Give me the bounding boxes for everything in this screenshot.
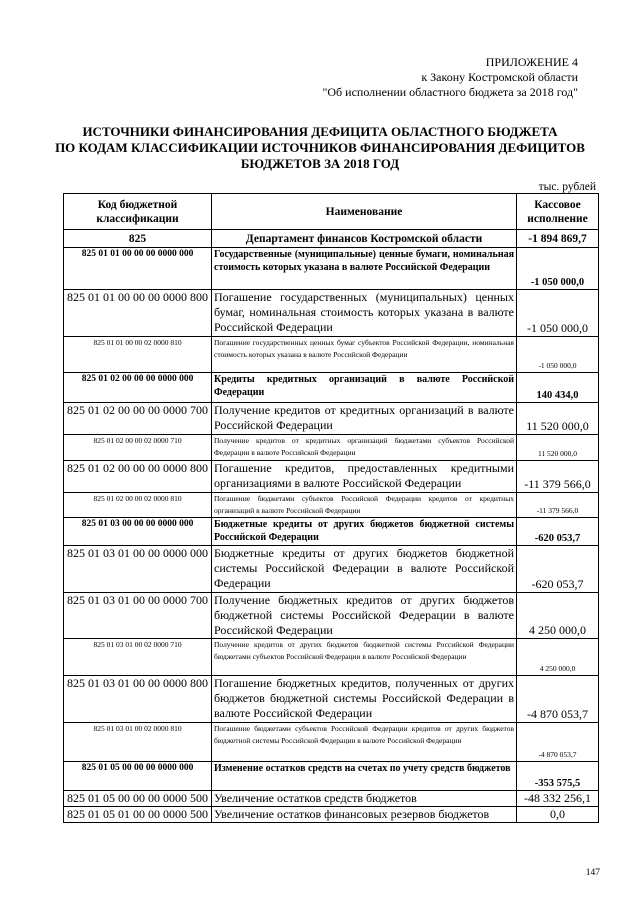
row-code: 825 01 05 01 00 00 0000 500 xyxy=(64,807,212,823)
page-number: 147 xyxy=(585,868,600,878)
department-row xyxy=(64,230,599,248)
row-amount: -11 379 566,0 xyxy=(517,461,599,493)
row-amount: 11 520 000,0 xyxy=(517,435,599,461)
row-name: Бюджетные кредиты от других бюджетов бюджетной системы Российской Федерации xyxy=(212,518,517,546)
appendix-law-ref: к Закону Костромской области xyxy=(421,70,578,84)
document-title-line-1: ИСТОЧНИКИ ФИНАНСИРОВАНИЯ ДЕФИЦИТА ОБЛАСТНОГО БЮДЖЕТА xyxy=(82,124,558,139)
row-code: 825 01 03 01 00 02 0000 810 xyxy=(64,723,212,762)
row-amount: 0,0 xyxy=(517,807,599,823)
table-row xyxy=(64,403,599,435)
row-code: 825 01 05 00 00 00 0000 500 xyxy=(64,791,212,807)
row-name: Погашение государственных ценных бумаг субъектов Российской Федерации, номинальная стоимость которых указана в валюте Российской Федерации xyxy=(212,337,517,373)
row-code: 825 01 02 00 00 00 0000 700 xyxy=(64,403,212,435)
table-row xyxy=(64,546,599,593)
table-row xyxy=(64,461,599,493)
table-row xyxy=(64,723,599,762)
row-code: 825 01 03 01 00 02 0000 710 xyxy=(64,639,212,676)
table-row xyxy=(64,676,599,723)
row-name: Получение кредитов от других бюджетов бюджетной системы Российской Федерации бюджетами субъектов Российской Федерации в валюте Российской Федерации xyxy=(212,639,517,676)
row-code: 825 01 03 01 00 00 0000 000 xyxy=(64,546,212,593)
row-code: 825 01 02 00 00 00 0000 000 xyxy=(64,373,212,403)
header-amount: Кассовое исполнение xyxy=(517,194,599,230)
table-row xyxy=(64,337,599,373)
table-row xyxy=(64,807,599,823)
appendix-number: ПРИЛОЖЕНИЕ 4 xyxy=(485,55,578,69)
row-amount: -11 379 566,0 xyxy=(517,493,599,518)
row-code: 825 01 05 00 00 00 0000 000 xyxy=(64,762,212,791)
row-amount: -1 050 000,0 xyxy=(517,290,599,337)
table-row xyxy=(64,791,599,807)
row-name: Увеличение остатков финансовых резервов бюджетов xyxy=(212,807,517,823)
row-amount: 11 520 000,0 xyxy=(517,403,599,435)
header-name: Наименование xyxy=(212,194,517,230)
appendix-law-title: "Об исполнении областного бюджета за 2018 год" xyxy=(322,85,578,99)
row-name: Изменение остатков средств на счетах по учету средств бюджетов xyxy=(212,762,517,791)
row-amount: 140 434,0 xyxy=(517,373,599,403)
table-row xyxy=(64,290,599,337)
header-code: Код бюджетной классификации xyxy=(64,194,212,230)
row-name: Бюджетные кредиты от других бюджетов бюджетной системы Российской Федерации в валюте Российской Федерации xyxy=(212,546,517,593)
row-code: 825 01 02 00 00 02 0000 710 xyxy=(64,435,212,461)
dept-name: Департамент финансов Костромской области xyxy=(212,230,517,248)
row-amount: -4 870 053,7 xyxy=(517,676,599,723)
financing-sources-table xyxy=(63,193,599,823)
row-name: Получение бюджетных кредитов от других бюджетов бюджетной системы Российской Федерации в валюте Российской Федерации xyxy=(212,593,517,639)
row-amount: -620 053,7 xyxy=(517,518,599,546)
row-code: 825 01 01 00 00 00 0000 800 xyxy=(64,290,212,337)
row-code: 825 01 02 00 00 02 0000 810 xyxy=(64,493,212,518)
dept-amount: -1 894 869,7 xyxy=(517,230,599,248)
row-code: 825 01 03 01 00 00 0000 800 xyxy=(64,676,212,723)
row-amount: 4 250 000,0 xyxy=(517,639,599,676)
table-row xyxy=(64,248,599,290)
row-name: Погашение бюджетами субъектов Российской Федерации кредитов от других бюджетов бюджетной системы Российской Федерации в валюте Российской Федерации xyxy=(212,723,517,762)
row-amount: -1 050 000,0 xyxy=(517,248,599,290)
appendix-header xyxy=(322,55,578,100)
table-row xyxy=(64,373,599,403)
document-title-line-2: ПО КОДАМ КЛАССИФИКАЦИИ ИСТОЧНИКОВ ФИНАНСИРОВАНИЯ ДЕФИЦИТОВ xyxy=(55,140,585,155)
unit-label: тыс. рублей xyxy=(538,181,596,193)
row-name: Погашение бюджетами субъектов Российской Федерации кредитов от кредитных организаций в валюте Российской Федерации xyxy=(212,493,517,518)
row-name: Погашение кредитов, предоставленных кредитными организациями в валюте Российской Федерации xyxy=(212,461,517,493)
table-row xyxy=(64,493,599,518)
row-code: 825 01 01 00 00 02 0000 810 xyxy=(64,337,212,373)
table-body xyxy=(64,230,599,823)
table-row xyxy=(64,593,599,639)
row-amount: -620 053,7 xyxy=(517,546,599,593)
row-code: 825 01 01 00 00 00 0000 000 xyxy=(64,248,212,290)
row-code: 825 01 03 00 00 00 0000 000 xyxy=(64,518,212,546)
row-name: Погашение государственных (муниципальных) ценных бумаг, номинальная стоимость которых указана в валюте Российской Федерации xyxy=(212,290,517,337)
dept-code: 825 xyxy=(64,230,212,248)
table-header-row xyxy=(64,194,599,230)
row-name: Увеличение остатков средств бюджетов xyxy=(212,791,517,807)
row-name: Кредиты кредитных организаций в валюте Российской Федерации xyxy=(212,373,517,403)
row-amount: -4 870 053,7 xyxy=(517,723,599,762)
row-amount: 4 250 000,0 xyxy=(517,593,599,639)
row-amount: -1 050 000,0 xyxy=(517,337,599,373)
row-code: 825 01 03 01 00 00 0000 700 xyxy=(64,593,212,639)
row-amount: -353 575,5 xyxy=(517,762,599,791)
row-name: Получение кредитов от кредитных организаций бюджетами субъектов Российской Федерации в валюте Российской Федерации xyxy=(212,435,517,461)
document-title-line-3: БЮДЖЕТОВ ЗА 2018 ГОД xyxy=(240,156,400,171)
table-row xyxy=(64,518,599,546)
row-code: 825 01 02 00 00 00 0000 800 xyxy=(64,461,212,493)
table-row xyxy=(64,639,599,676)
row-amount: -48 332 256,1 xyxy=(517,791,599,807)
table-row xyxy=(64,435,599,461)
row-name: Погашение бюджетных кредитов, полученных от других бюджетов бюджетной системы Российской Федерации в валюте Российской Федерации xyxy=(212,676,517,723)
table-row xyxy=(64,762,599,791)
row-name: Получение кредитов от кредитных организаций в валюте Российской Федерации xyxy=(212,403,517,435)
row-name: Государственные (муниципальные) ценные бумаги, номинальная стоимость которых указана в валюте Российской Федерации xyxy=(212,248,517,290)
